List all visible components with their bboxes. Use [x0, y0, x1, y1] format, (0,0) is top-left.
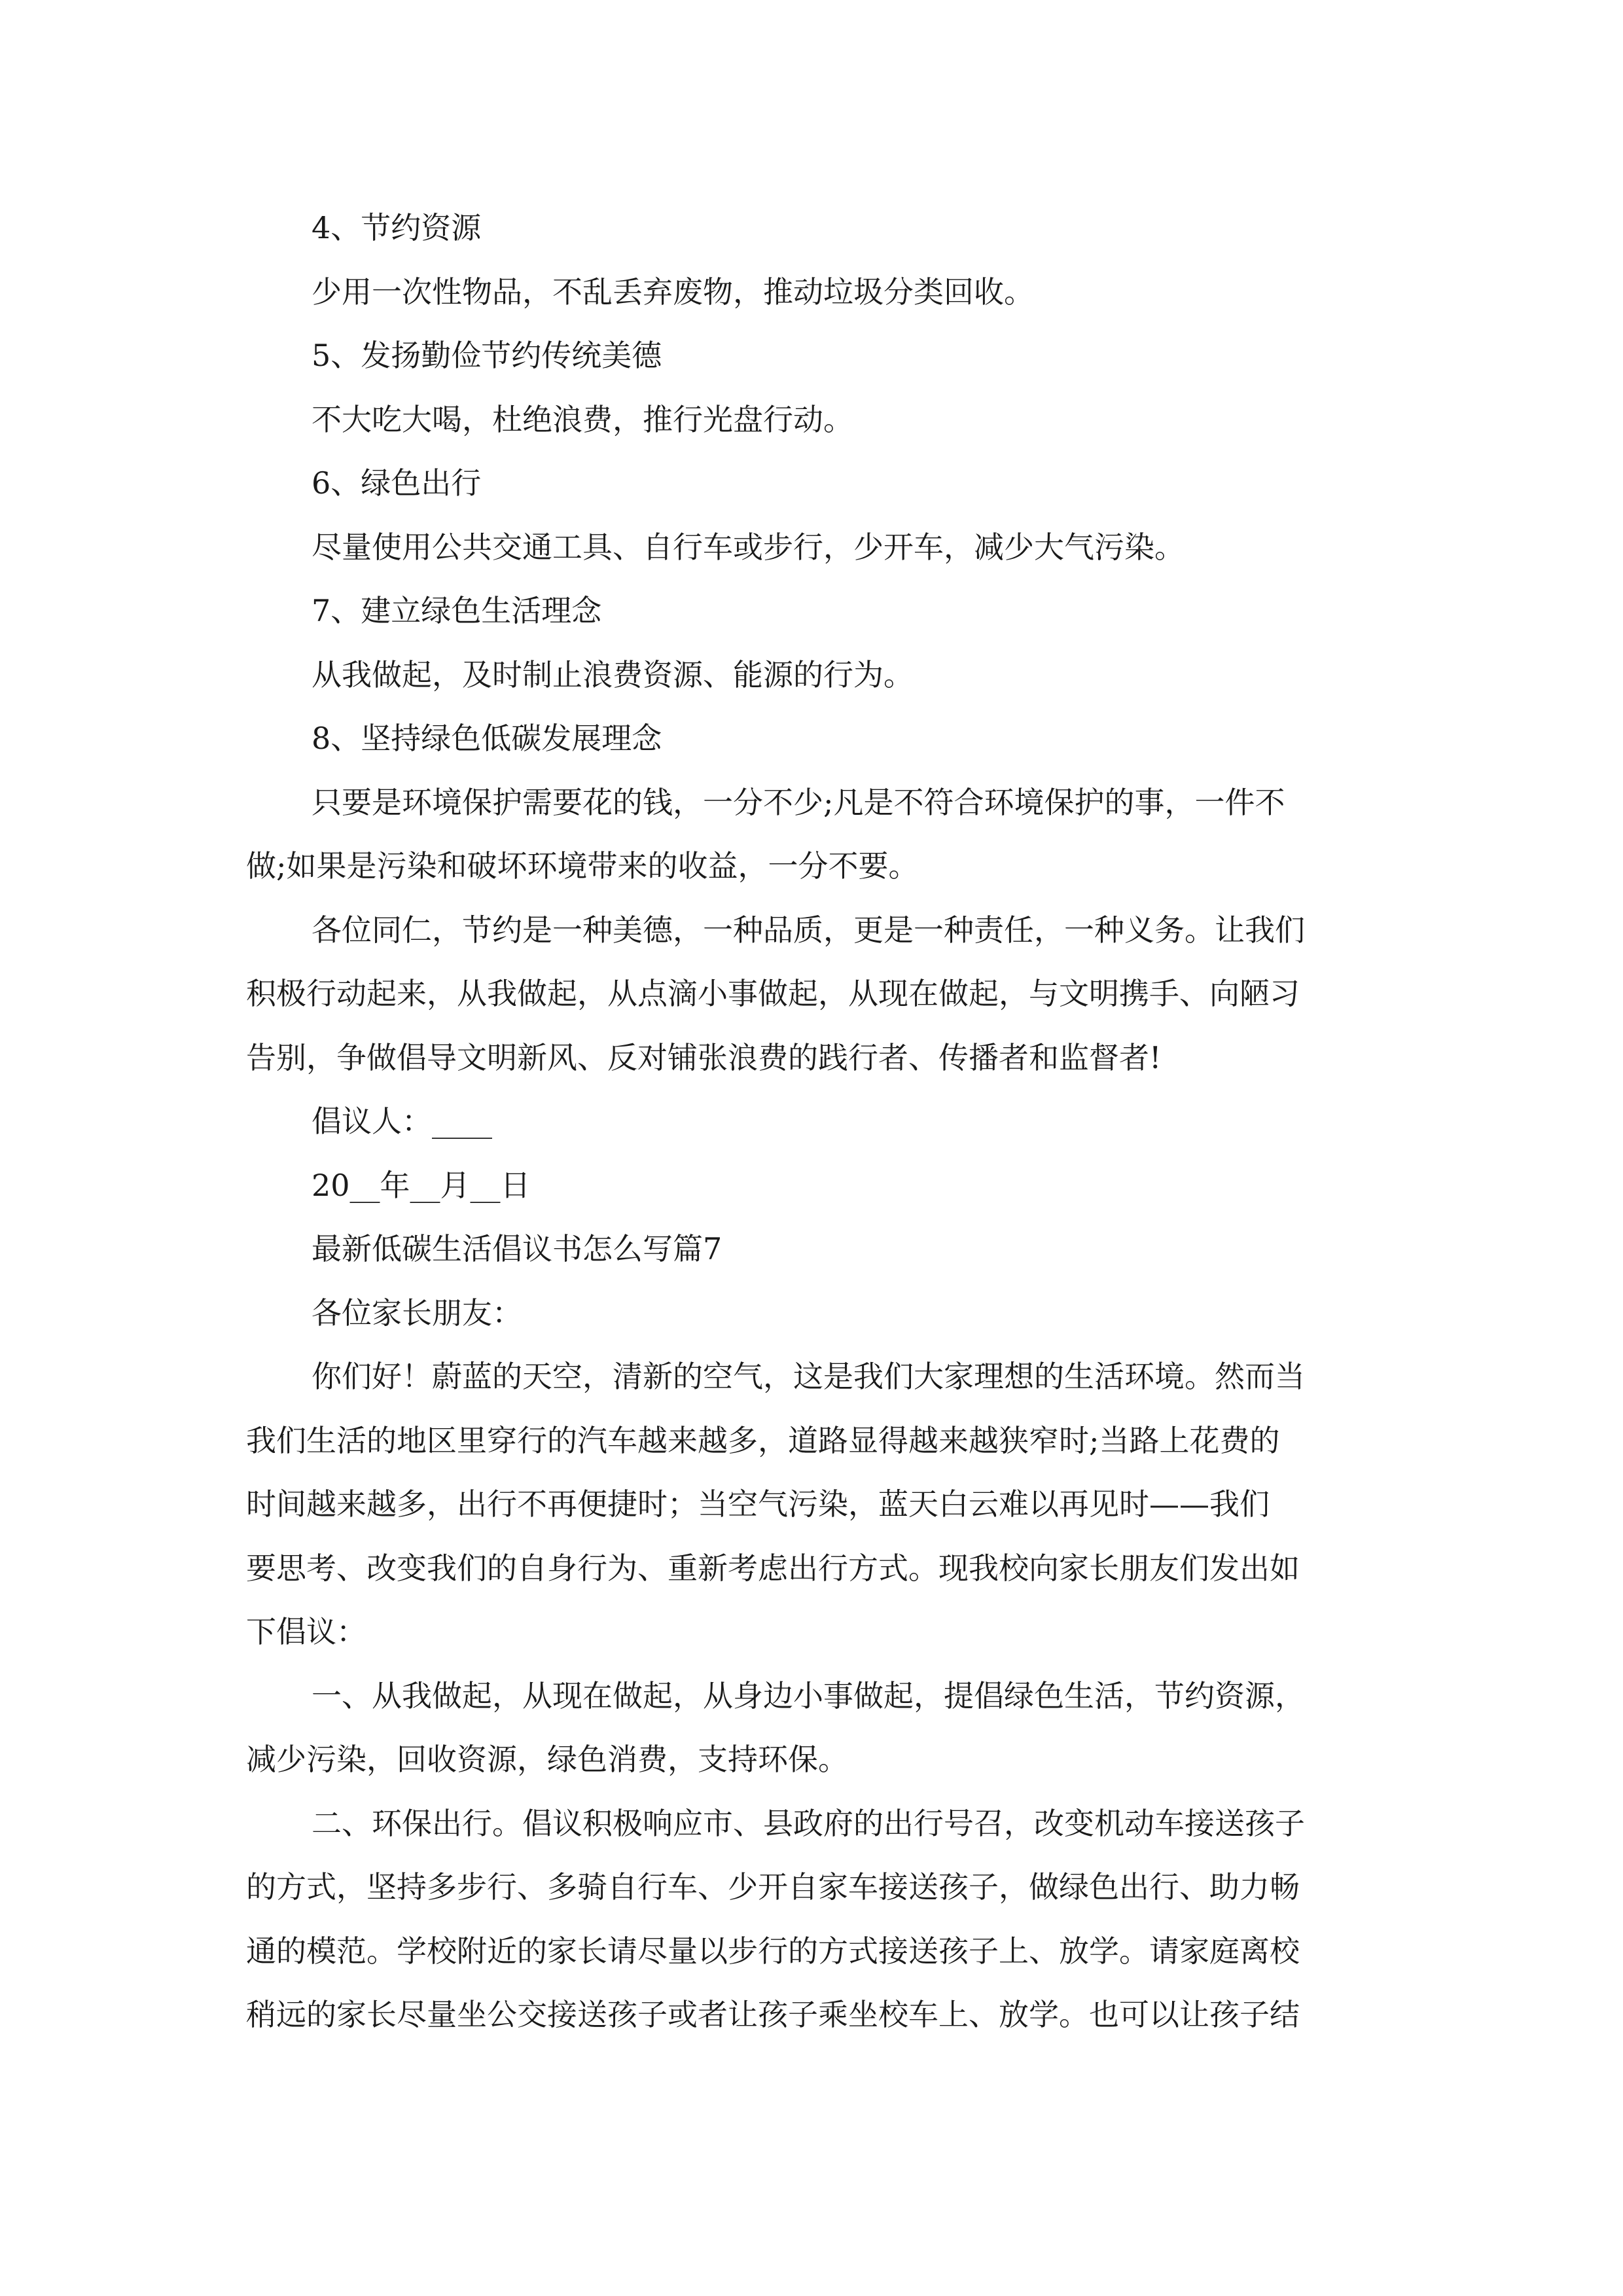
salutation: 各位家长朋友：: [312, 1295, 522, 1331]
paragraph-line: 只要是环境保护需要花的钱，一分不少;凡是不符合环境保护的事，一件不: [312, 784, 1285, 820]
paragraph-line: 要思考、改变我们的自身行为、重新考虑出行方式。现我校向家长朋友们发出如: [246, 1550, 1300, 1586]
heading-save-resources: 4、节约资源: [312, 210, 482, 245]
signature-initiator: 倡议人：____: [312, 1103, 492, 1139]
document-body: [246, 196, 1382, 2047]
paragraph-line: 尽量使用公共交通工具、自行车或步行，少开车，减少大气污染。: [312, 529, 1185, 565]
paragraph-line: 做;如果是污染和破坏环境带来的收益，一分不要。: [246, 848, 919, 884]
paragraph-line: 积极行动起来，从我做起，从点滴小事做起，从现在做起，与文明携手、向陋习: [246, 976, 1300, 1011]
heading-green-living-concept: 7、建立绿色生活理念: [312, 593, 602, 628]
signature-date: 20__年__月__日: [312, 1167, 531, 1203]
paragraph-line: 少用一次性物品，不乱丢弃废物，推动垃圾分类回收。: [312, 274, 1034, 310]
heading-low-carbon-development: 8、坚持绿色低碳发展理念: [312, 721, 662, 756]
heading-green-travel: 6、绿色出行: [312, 465, 482, 501]
paragraph-line: 稍远的家长尽量坐公交接送孩子或者让孩子乘坐校车上、放学。也可以让孩子结: [246, 1997, 1300, 2032]
paragraph-line: 告别，争做倡导文明新风、反对铺张浪费的践行者、传播者和监督者!: [246, 1039, 1162, 1075]
paragraph-line: 各位同仁，节约是一种美德，一种品质，更是一种责任，一种义务。让我们: [312, 912, 1305, 948]
paragraph-line: 从我做起，及时制止浪费资源、能源的行为。: [312, 656, 914, 692]
paragraph-line: 你们好！蔚蓝的天空，清新的空气，这是我们大家理想的生活环境。然而当: [312, 1359, 1305, 1394]
paragraph-line: 时间越来越多，出行不再便捷时；当空气污染，蓝天白云难以再见时——我们: [246, 1486, 1270, 1522]
paragraph-line: 通的模范。学校附近的家长请尽量以步行的方式接送孩子上、放学。请家庭离校: [246, 1933, 1300, 1969]
paragraph-line: 二、环保出行。倡议积极响应市、县政府的出行号召，改变机动车接送孩子: [312, 1805, 1305, 1841]
paragraph-line: 的方式，坚持多步行、多骑自行车、少开自家车接送孩子，做绿色出行、助力畅: [246, 1869, 1300, 1905]
paragraph-line: 我们生活的地区里穿行的汽车越来越多，道路显得越来越狭窄时;当路上花费的: [246, 1422, 1280, 1458]
section-title: 最新低碳生活倡议书怎么写篇7: [312, 1231, 722, 1266]
paragraph-line: 下倡议：: [246, 1614, 366, 1649]
heading-thrift-virtue: 5、发扬勤俭节约传统美德: [312, 338, 662, 373]
paragraph-line: 减少污染，回收资源，绿色消费，支持环保。: [246, 1742, 848, 1777]
paragraph-line: 不大吃大喝，杜绝浪费，推行光盘行动。: [312, 401, 853, 437]
paragraph-line: 一、从我做起，从现在做起，从身边小事做起，提倡绿色生活，节约资源，: [312, 1677, 1305, 1713]
